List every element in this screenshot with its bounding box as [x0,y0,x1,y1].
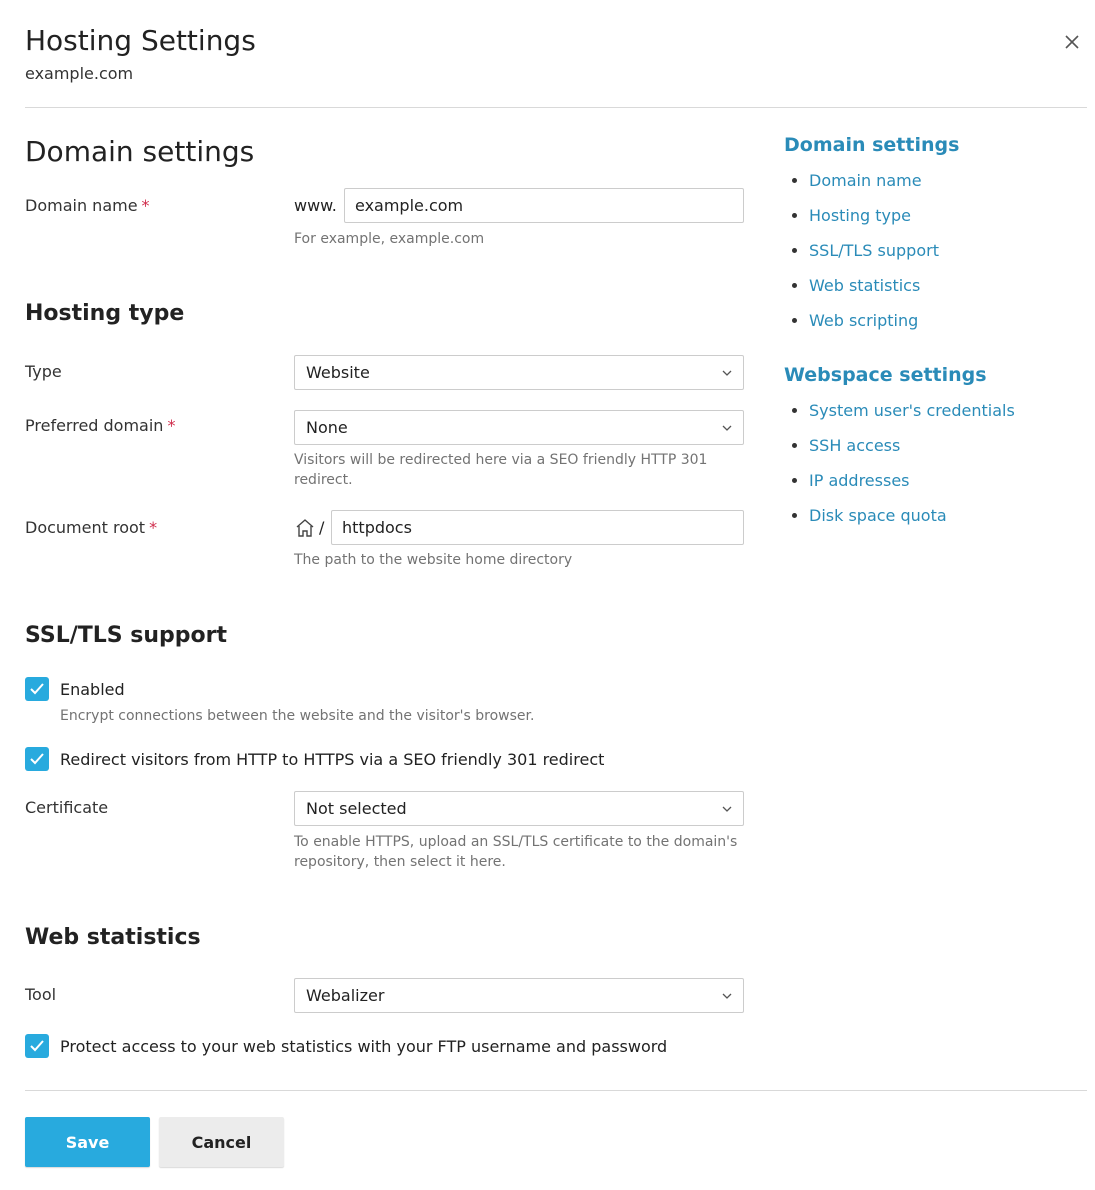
nav-list-domain-settings [792,163,939,338]
chevron-down-icon [721,422,733,434]
nav-link-disk-space-quota[interactable]: Disk space quota [809,506,947,525]
document-root-prefix: / [319,518,325,537]
nav-item [792,393,1015,428]
section-title-domain-settings: Domain settings [25,135,255,168]
bullet [792,478,797,483]
bullet [792,213,797,218]
nav-list-webspace-settings [792,393,1015,533]
preferred-domain-label-text: Preferred domain [25,416,164,435]
required-mark: * [149,518,158,537]
domain-name-hint: For example, example.com [294,231,485,247]
nav-item [792,233,939,268]
preferred-domain-select-value: None [306,418,348,437]
document-root-input[interactable] [331,510,744,545]
chevron-down-icon [721,367,733,379]
nav-item [792,268,939,303]
footer-divider [25,1090,1087,1091]
chevron-down-icon [721,990,733,1002]
nav-link-hosting-type[interactable]: Hosting type [809,206,911,225]
check-icon [29,681,45,697]
protect-stats-checkbox[interactable] [25,1034,49,1058]
nav-link-web-scripting[interactable]: Web scripting [809,311,919,330]
ssl-enabled-label: Enabled [60,680,125,699]
check-icon [29,1038,45,1054]
protect-stats-label: Protect access to your web statistics with your FTP username and password [60,1037,668,1056]
nav-item [792,498,1015,533]
section-title-web-statistics: Web statistics [25,925,201,950]
www-prefix: www. [294,196,337,215]
nav-item [792,303,939,338]
nav-link-web-statistics[interactable]: Web statistics [809,276,921,295]
https-redirect-checkbox[interactable] [25,747,49,771]
home-icon [294,517,316,539]
required-mark: * [167,416,176,435]
dialog-subtitle: example.com [25,64,134,83]
bullet [792,178,797,183]
cancel-button[interactable]: Cancel [159,1117,284,1167]
nav-link-system-user[interactable]: System user's credentials [809,401,1015,420]
tool-label: Tool [25,985,57,1004]
close-button[interactable] [1058,28,1086,56]
domain-name-input[interactable] [344,188,744,223]
required-mark: * [141,196,150,215]
nav-link-ssl-tls[interactable]: SSL/TLS support [809,241,939,260]
https-redirect-label: Redirect visitors from HTTP to HTTPS via a SEO friendly 301 redirect [60,750,605,769]
document-root-hint: The path to the website home directory [294,552,573,568]
nav-heading-webspace-settings[interactable]: Webspace settings [784,364,987,386]
bullet [792,248,797,253]
document-root-label [25,518,157,537]
chevron-down-icon [721,803,733,815]
header-divider [25,107,1087,108]
certificate-select-value: Not selected [306,799,407,818]
ssl-enabled-hint: Encrypt connections between the website and the visitor's browser. [60,708,535,724]
domain-name-label-text: Domain name [25,196,138,215]
tool-select[interactable] [294,978,744,1013]
section-title-ssl: SSL/TLS support [25,623,228,648]
ssl-enabled-checkbox[interactable] [25,677,49,701]
type-select[interactable] [294,355,744,390]
type-select-value: Website [306,363,370,382]
document-root-label-text: Document root [25,518,146,537]
bullet [792,318,797,323]
certificate-hint: To enable HTTPS, upload an SSL/TLS certificate to the domain's repository, then select it here. [294,834,738,870]
bullet [792,283,797,288]
certificate-select[interactable] [294,791,744,826]
tool-select-value: Webalizer [306,986,385,1005]
preferred-domain-label [25,416,175,435]
close-icon [1058,28,1086,56]
type-label: Type [25,362,62,381]
nav-item [792,163,939,198]
bullet [792,513,797,518]
nav-heading-domain-settings[interactable]: Domain settings [784,134,960,156]
bullet [792,443,797,448]
section-title-hosting-type: Hosting type [25,301,185,326]
preferred-domain-select[interactable] [294,410,744,445]
domain-name-label [25,196,150,215]
nav-link-domain-name[interactable]: Domain name [809,171,922,190]
nav-item [792,198,939,233]
dialog-title: Hosting Settings [25,24,256,57]
check-icon [29,751,45,767]
nav-item [792,463,1015,498]
nav-link-ssh-access[interactable]: SSH access [809,436,901,455]
preferred-domain-hint: Visitors will be redirected here via a SEO friendly HTTP 301 redirect. [294,452,708,488]
nav-link-ip-addresses[interactable]: IP addresses [809,471,910,490]
certificate-label: Certificate [25,798,109,817]
bullet [792,408,797,413]
save-button[interactable]: Save [25,1117,150,1167]
nav-item [792,428,1015,463]
